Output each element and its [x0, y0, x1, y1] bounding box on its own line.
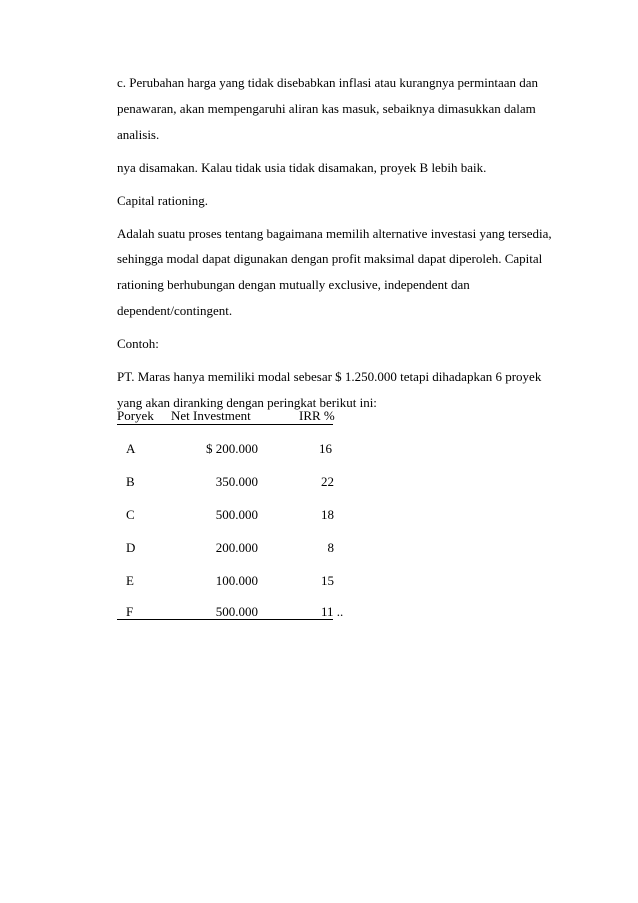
- cell-investment: 350.000: [215, 474, 258, 489]
- paragraph-4-line-1: Adalah suatu proses tentang bagaimana memilih alternative investasi yang tersedia,: [117, 226, 552, 241]
- paragraph-1-line-3: analisis.: [117, 127, 160, 142]
- section-heading-capital-rationing: Capital rationing.: [117, 193, 208, 208]
- cell-proyek: A: [126, 441, 136, 456]
- cell-proyek: B: [126, 474, 135, 489]
- cell-irr: 16: [319, 441, 332, 456]
- paragraph-6-line-2: yang akan diranking dengan peringkat berikut ini:: [117, 395, 377, 410]
- header-net-investment: Net Investment: [171, 408, 251, 423]
- cell-irr: 15: [321, 573, 334, 588]
- cell-investment: 100.000: [215, 573, 258, 588]
- header-proyek: Poryek: [117, 408, 154, 423]
- cell-investment: 500.000: [215, 604, 258, 619]
- cell-investment: $ 200.000: [206, 441, 258, 456]
- paragraph-2: nya disamakan. Kalau tidak usia tidak disamakan, proyek B lebih baik.: [117, 160, 487, 175]
- cell-proyek: E: [126, 573, 134, 588]
- table-bottom-underline: [117, 619, 333, 620]
- paragraph-4-line-3: rationing berhubungan dengan mutually exclusive, independent dan: [117, 277, 470, 292]
- cell-irr: 11 ..: [321, 604, 344, 619]
- paragraph-1-line-2: penawaran, akan mempengaruhi aliran kas masuk, sebaiknya dimasukkan dalam: [117, 101, 536, 116]
- paragraph-4-line-2: sehingga modal dapat digunakan dengan profit maksimal dapat diperoleh. Capital: [117, 251, 543, 266]
- cell-proyek: F: [126, 604, 134, 619]
- cell-irr: 8: [327, 540, 334, 555]
- header-underline: [117, 424, 333, 425]
- example-label: Contoh:: [117, 336, 159, 351]
- paragraph-6-line-1: PT. Maras hanya memiliki modal sebesar $ 1.250.000 tetapi dihadapkan 6 proyek: [117, 369, 542, 384]
- header-irr: IRR %: [299, 408, 335, 423]
- cell-irr: 22: [321, 474, 334, 489]
- cell-investment: 500.000: [215, 507, 258, 522]
- cell-irr: 18: [321, 507, 334, 522]
- paragraph-1-line-1: c. Perubahan harga yang tidak disebabkan inflasi atau kurangnya permintaan dan: [117, 75, 539, 90]
- cell-proyek: C: [126, 507, 135, 522]
- paragraph-4-line-4: dependent/contingent.: [117, 303, 233, 318]
- cell-proyek: D: [126, 540, 136, 555]
- cell-investment: 200.000: [215, 540, 258, 555]
